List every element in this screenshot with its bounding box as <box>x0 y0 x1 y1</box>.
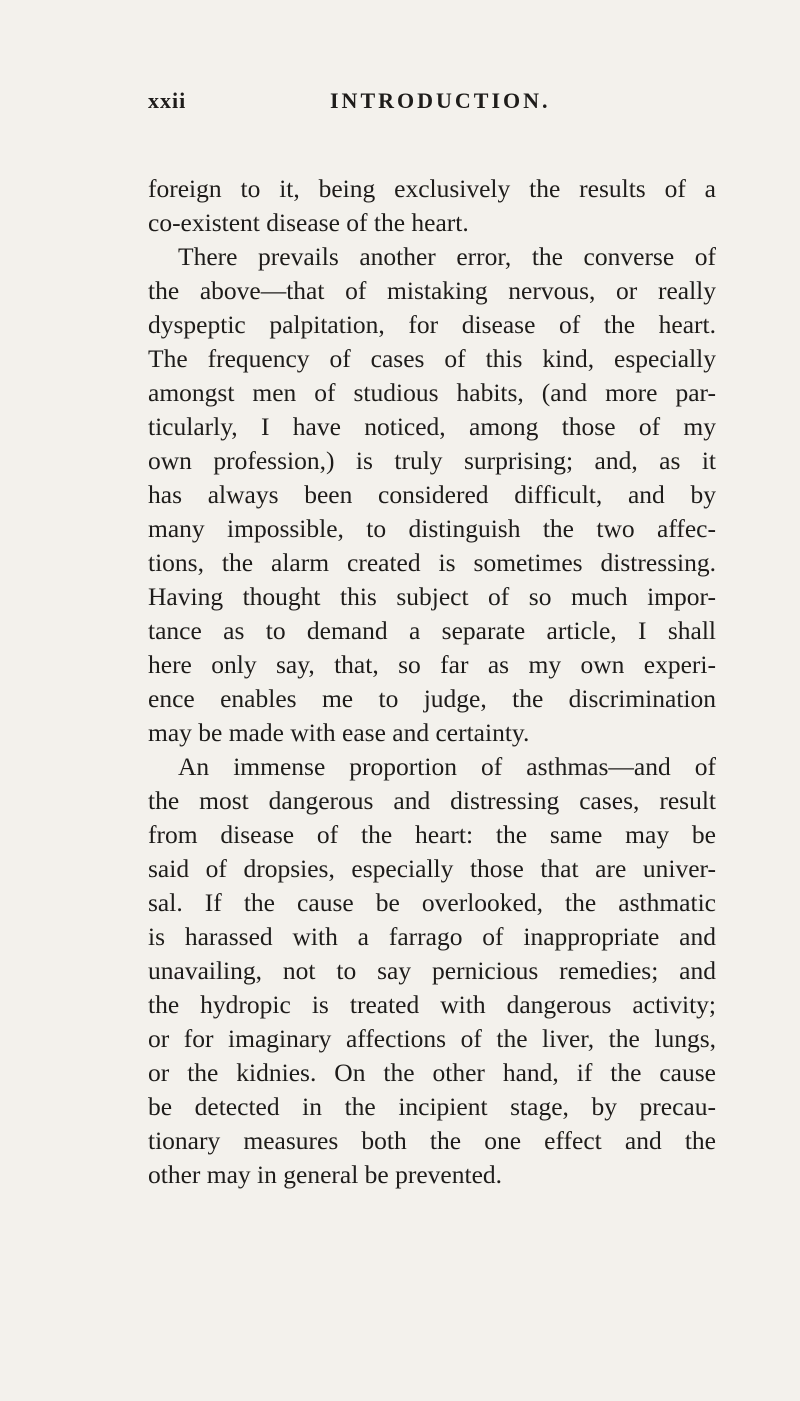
paragraph-first-line: An immense proportion of asthmas—and of <box>178 752 716 781</box>
body-text <box>148 172 716 1192</box>
text-line: is harassed with a farrago of inappropriate and <box>148 922 716 951</box>
text-line: or the kidnies. On the other hand, if the cause <box>148 1058 716 1087</box>
text-line: tance as to demand a separate article, I shall <box>148 616 716 645</box>
text-line: other may in general be prevented. <box>148 1160 503 1189</box>
page-number: xxii <box>148 88 187 113</box>
text-line: or for imaginary affections of the liver, the lungs, <box>148 1024 716 1053</box>
text-line: the hydropic is treated with dangerous activity; <box>148 990 716 1019</box>
text-line: from disease of the heart: the same may be <box>148 820 716 849</box>
text-line: said of dropsies, especially those that are univer- <box>148 854 716 883</box>
running-title: INTRODUCTION. <box>330 88 551 113</box>
text-line: here only say, that, so far as my own experi- <box>148 650 716 679</box>
text-line: ence enables me to judge, the discrimination <box>148 684 716 713</box>
text-line: dyspeptic palpitation, for disease of the heart. <box>148 310 716 339</box>
running-head <box>0 88 800 118</box>
text-line: amongst men of studious habits, (and more par- <box>148 378 716 407</box>
text-line: The frequency of cases of this kind, especially <box>148 344 716 373</box>
text-line: has always been considered difficult, and by <box>148 480 716 509</box>
text-line: sal. If the cause be overlooked, the asthmatic <box>148 888 716 917</box>
text-line: may be made with ease and certainty. <box>148 718 530 747</box>
text-line: the most dangerous and distressing cases, result <box>148 786 716 815</box>
text-line: co-existent disease of the heart. <box>148 208 469 237</box>
text-line: tions, the alarm created is sometimes distressing. <box>148 548 716 577</box>
paragraph-first-line: There prevails another error, the converse of <box>178 242 716 271</box>
text-line: unavailing, not to say pernicious remedies; and <box>148 956 716 985</box>
text-line: Having thought this subject of so much impor- <box>148 582 716 611</box>
text-line: foreign to it, being exclusively the results of a <box>148 174 716 203</box>
text-line: tionary measures both the one effect and the <box>148 1126 716 1155</box>
text-line: many impossible, to distinguish the two affec- <box>148 514 716 543</box>
text-line: ticularly, I have noticed, among those of my <box>148 412 716 441</box>
text-line: be detected in the incipient stage, by precau- <box>148 1092 716 1121</box>
text-line: the above—that of mistaking nervous, or really <box>148 276 716 305</box>
text-line: own profession,) is truly surprising; and, as it <box>148 446 716 475</box>
